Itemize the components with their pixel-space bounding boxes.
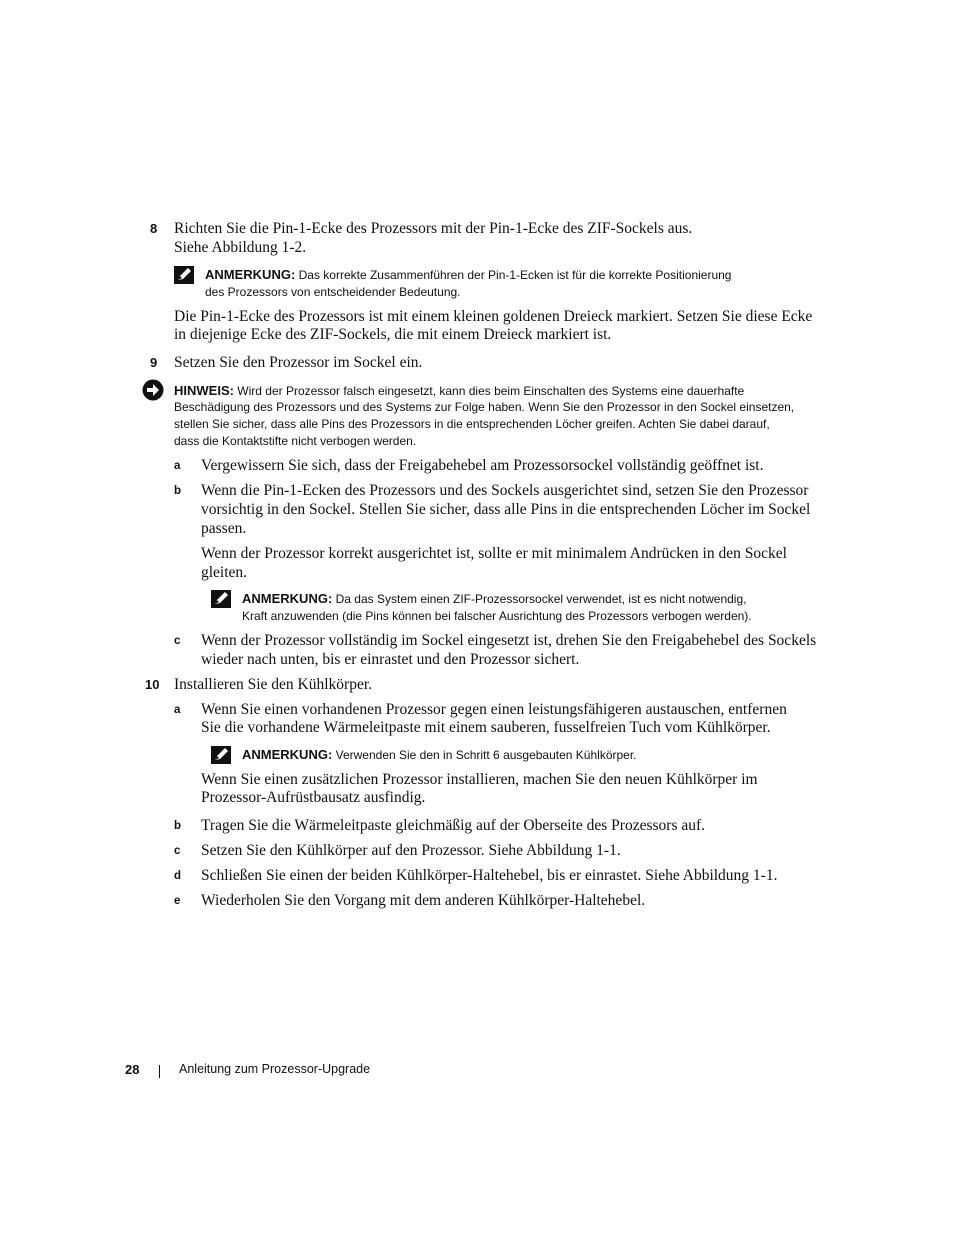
notice-line-3: stellen Sie sicher, dass alle Pins des Prozessors in die entsprechenden Löcher greifen. Achten Sie dabei darauf, [174, 417, 770, 431]
note-label: ANMERKUNG: [205, 267, 296, 282]
page-number: 28 [125, 1062, 140, 1077]
step-9-text: Setzen Sie den Prozessor im Sockel ein. [174, 354, 423, 371]
step-8-para-line-1: Die Pin-1-Ecke des Prozessors ist mit einem kleinen goldenen Dreieck markiert. Setzen Sie diese Ecke [174, 308, 813, 325]
substep-letter-10d: d [174, 870, 182, 882]
note-9b-line-1 [242, 590, 746, 608]
note-text: Verwenden Sie den in Schritt 6 ausgebauten Kühlkörper. [335, 748, 637, 762]
substep-9b-para-line-1: Wenn der Prozessor korrekt ausgerichtet ist, sollte er mit minimalem Andrücken in den Sockel [201, 545, 787, 562]
footer-separator [159, 1065, 160, 1078]
note-9b-line-2: Kraft anzuwenden (die Pins können bei falscher Ausrichtung des Prozessors verbogen werden). [242, 609, 752, 623]
substep-9c-line-1: Wenn der Prozessor vollständig im Sockel eingesetzt ist, drehen Sie den Freigabehebel des Sockels [201, 632, 817, 649]
substep-10c-text: Setzen Sie den Kühlkörper auf den Prozessor. Siehe Abbildung 1-1. [201, 842, 621, 859]
substep-letter-10c: c [174, 845, 181, 857]
step-number-9: 9 [150, 355, 158, 370]
substep-letter-9a: a [174, 460, 181, 472]
substep-10a-line-1: Wenn Sie einen vorhandenen Prozessor gegen einen leistungsfähigeren austauschen, entfernen [201, 701, 787, 718]
note-step-8-line-1 [205, 266, 731, 284]
step-number-10: 10 [145, 677, 160, 692]
pencil-note-icon [211, 590, 231, 608]
note-text: Da das System einen ZIF-Prozessorsockel verwendet, ist es nicht notwendig, [335, 592, 747, 606]
step-number-8: 8 [150, 221, 158, 236]
step-8-line-1: Richten Sie die Pin-1-Ecke des Prozessors mit der Pin-1-Ecke des ZIF-Sockels aus. [174, 220, 693, 237]
substep-letter-10a: a [174, 704, 181, 716]
note-label: ANMERKUNG: [242, 747, 333, 762]
substep-10e-text: Wiederholen Sie den Vorgang mit dem anderen Kühlkörper-Haltehebel. [201, 892, 646, 909]
substep-9b-line-1: Wenn die Pin-1-Ecken des Prozessors und des Sockels ausgerichtet sind, setzen Sie den Prozessor [201, 482, 809, 499]
pencil-note-icon [211, 746, 231, 764]
footer-title: Anleitung zum Prozessor-Upgrade [179, 1062, 371, 1076]
notice-text: Wird der Prozessor falsch eingesetzt, kann dies beim Einschalten des Systems eine dauerhafte [237, 384, 745, 398]
substep-9b-line-3: passen. [201, 520, 247, 537]
notice-line-4: dass die Kontaktstifte nicht verbogen werden. [174, 434, 417, 448]
step-10-text: Installieren Sie den Kühlkörper. [174, 676, 373, 693]
substep-10a-para-line-2: Prozessor-Aufrüstbausatz ausfindig. [201, 789, 426, 806]
note-10a-line [242, 746, 637, 764]
note-step-8-line-2: des Prozessors von entscheidender Bedeutung. [205, 285, 461, 299]
substep-9b-line-2: vorsichtig in den Sockel. Stellen Sie sicher, dass alle Pins in die entsprechenden Löcher im Sockel [201, 501, 811, 518]
step-8-para-line-2: in diejenige Ecke des ZIF-Sockels, die mit einem Dreieck markiert ist. [174, 326, 612, 343]
notice-line-2: Beschädigung des Prozessors und des Systems zur Folge haben. Wenn Sie den Prozessor in den Sockel einsetzen, [174, 400, 795, 414]
pencil-note-icon [174, 266, 194, 284]
notice-label: HINWEIS: [174, 383, 234, 398]
step-8-line-2: Siehe Abbildung 1-2. [174, 239, 307, 256]
substep-9c-line-2: wieder nach unten, bis er einrastet und den Prozessor sichert. [201, 651, 580, 668]
notice-line-1 [174, 382, 744, 400]
substep-10a-line-2: Sie die vorhandene Wärmeleitpaste mit einem sauberen, fusselfreien Tuch vom Kühlkörper. [201, 719, 771, 736]
substep-10d-text: Schließen Sie einen der beiden Kühlkörper-Haltehebel, bis er einrastet. Siehe Abbildung 1-1. [201, 867, 778, 884]
substep-letter-9b: b [174, 485, 182, 497]
substep-9a-text: Vergewissern Sie sich, dass der Freigabehebel am Prozessorsockel vollständig geöffnet ist. [201, 457, 764, 474]
substep-letter-10b: b [174, 820, 182, 832]
substep-10a-para-line-1: Wenn Sie einen zusätzlichen Prozessor installieren, machen Sie den neuen Kühlkörper im [201, 771, 758, 788]
arrow-notice-icon [142, 379, 164, 401]
substep-letter-10e: e [174, 895, 181, 907]
substep-10b-text: Tragen Sie die Wärmeleitpaste gleichmäßig auf der Oberseite des Prozessors auf. [201, 817, 706, 834]
note-text: Das korrekte Zusammenführen der Pin-1-Ecken ist für die korrekte Positionierung [298, 268, 732, 282]
note-label: ANMERKUNG: [242, 591, 333, 606]
substep-letter-9c: c [174, 635, 181, 647]
substep-9b-para-line-2: gleiten. [201, 564, 248, 581]
